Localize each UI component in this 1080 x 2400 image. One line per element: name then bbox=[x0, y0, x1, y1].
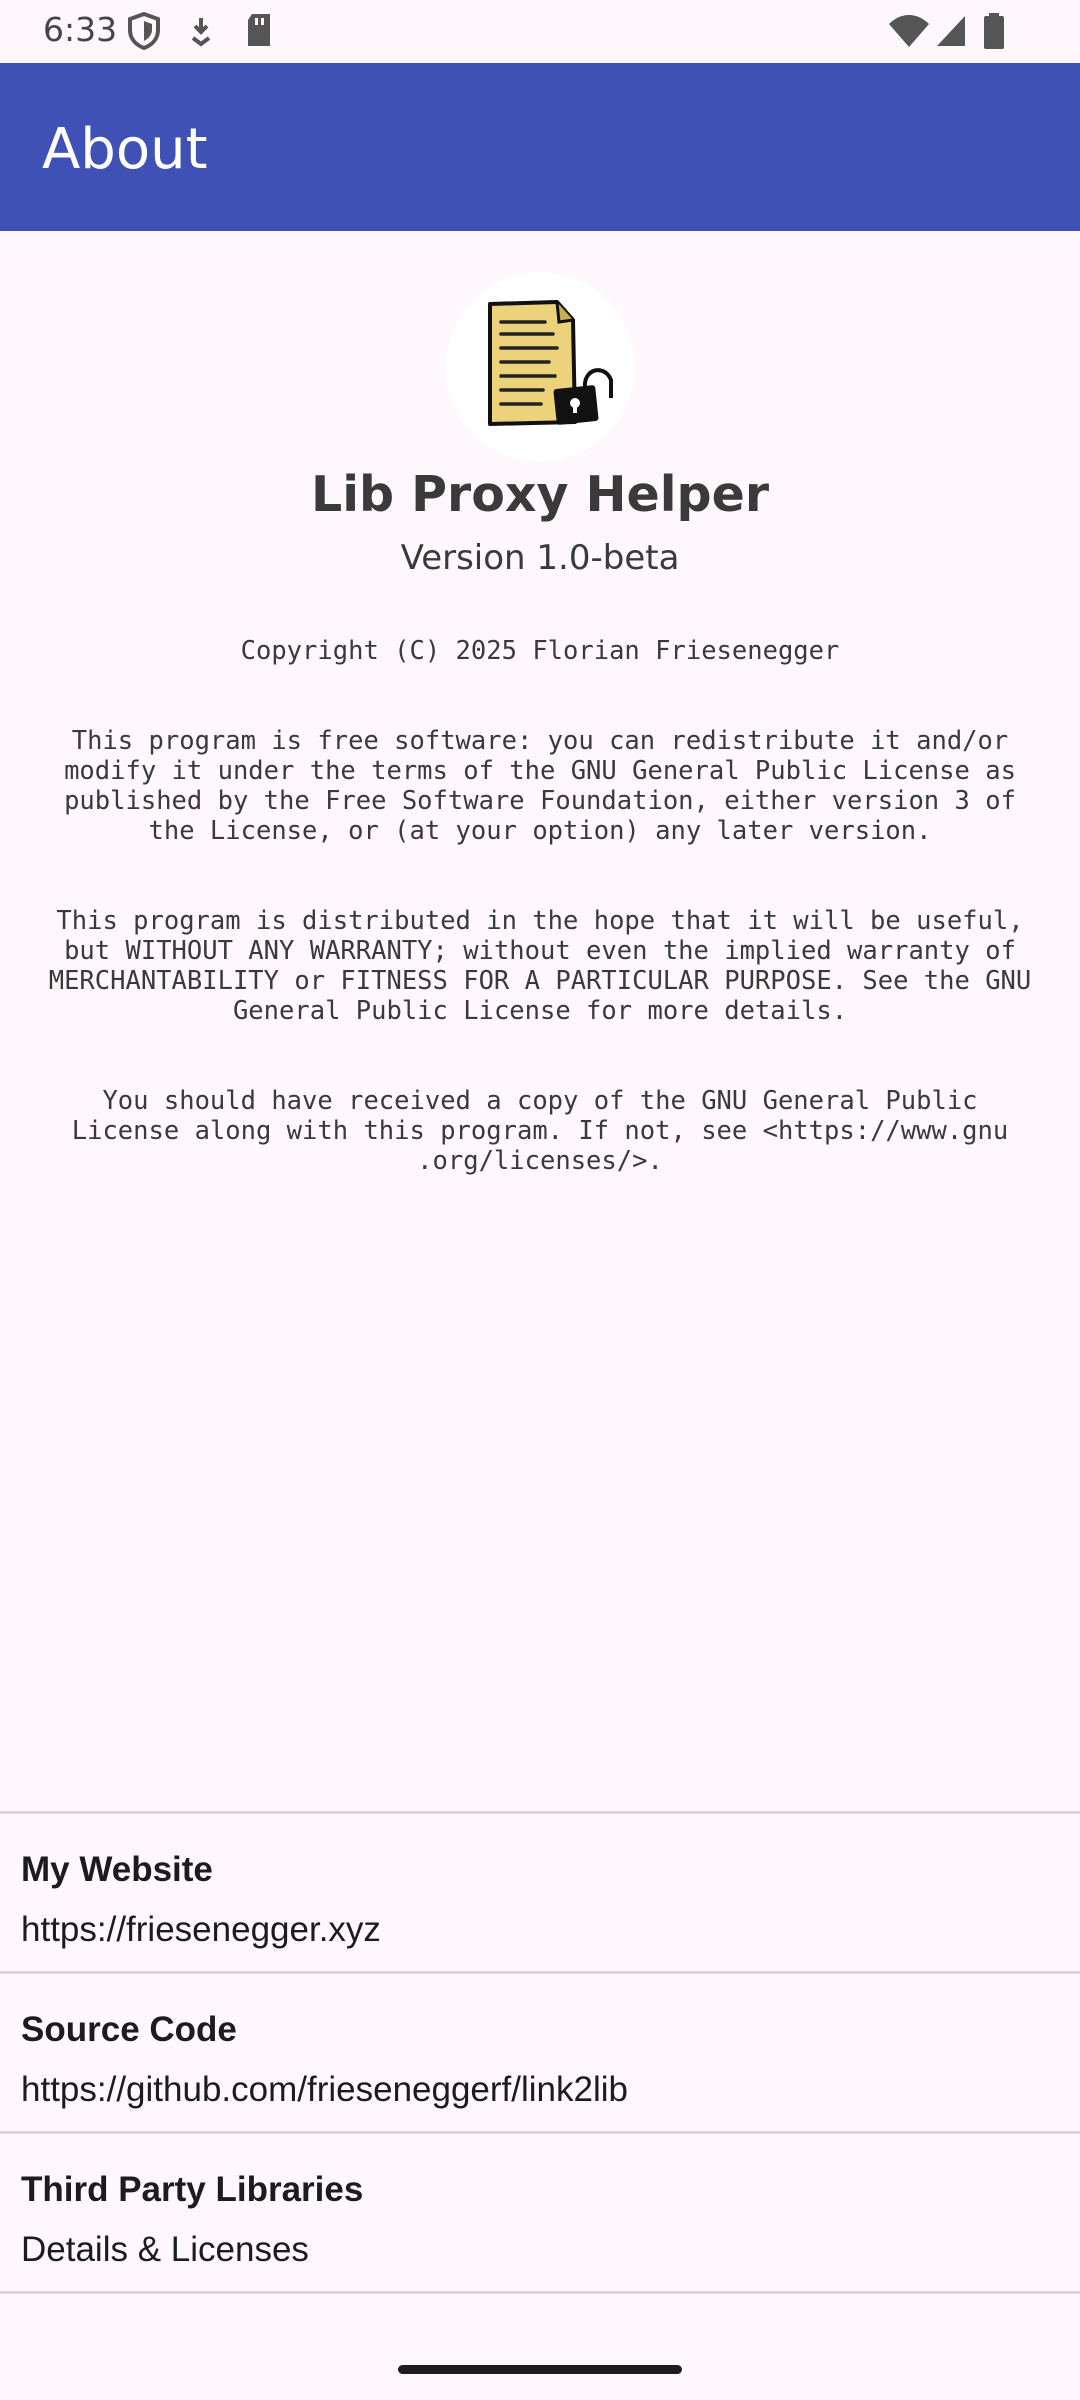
shield-icon bbox=[127, 12, 161, 50]
list-item-title: My Website bbox=[21, 1850, 213, 1889]
license-paragraph-3: You should have received a copy of the GNU General Public License along with this program. If not, see <https://www.gnu .org/licenses/>. bbox=[71, 1086, 1009, 1176]
status-bar bbox=[0, 0, 1080, 63]
battery-icon bbox=[983, 12, 1005, 50]
app-name: Lib Proxy Helper bbox=[310, 466, 769, 523]
copyright-text: Copyright (C) 2025 Florian Friesenegger bbox=[240, 636, 840, 666]
license-paragraph-1: This program is free software: you can redistribute it and/or modify it under the terms of the GNU General Public License as published by the Free Software Foundation, either version 3 of the License, or (at your option) any later version. bbox=[64, 726, 1016, 846]
sd-card-icon bbox=[244, 12, 274, 48]
website-link-item[interactable] bbox=[0, 1814, 1080, 1971]
wifi-icon bbox=[888, 14, 930, 48]
license-paragraph-2: This program is distributed in the hope that it will be useful, but WITHOUT ANY WARRANTY; without even the implied warranty of MERCHANTABILITY or FITNESS FOR A PARTICULAR PURPOSE. See the GNU General Public License for more details. bbox=[48, 906, 1032, 1026]
list-item-subtitle: https://friesenegger.xyz bbox=[21, 1910, 381, 1949]
navigation-handle[interactable] bbox=[398, 2365, 682, 2374]
page-title: About bbox=[42, 117, 208, 182]
app-bar bbox=[0, 63, 1080, 231]
license-text bbox=[20, 606, 1060, 1236]
list-item-subtitle: Details & Licenses bbox=[21, 2230, 309, 2269]
document-lock-icon bbox=[445, 272, 635, 462]
app-logo bbox=[445, 272, 635, 462]
list-item-title: Source Code bbox=[21, 2010, 237, 2049]
signal-icon bbox=[935, 14, 967, 48]
status-time: 6:33 bbox=[43, 10, 118, 49]
source-code-link-item[interactable] bbox=[0, 1974, 1080, 2131]
list-item-subtitle: https://github.com/frieseneggerf/link2lib bbox=[21, 2070, 628, 2109]
list-item-title: Third Party Libraries bbox=[21, 2170, 364, 2209]
divider bbox=[0, 2291, 1080, 2294]
download-icon bbox=[187, 12, 215, 50]
app-version: Version 1.0-beta bbox=[400, 538, 680, 578]
third-party-libraries-item[interactable] bbox=[0, 2134, 1080, 2291]
